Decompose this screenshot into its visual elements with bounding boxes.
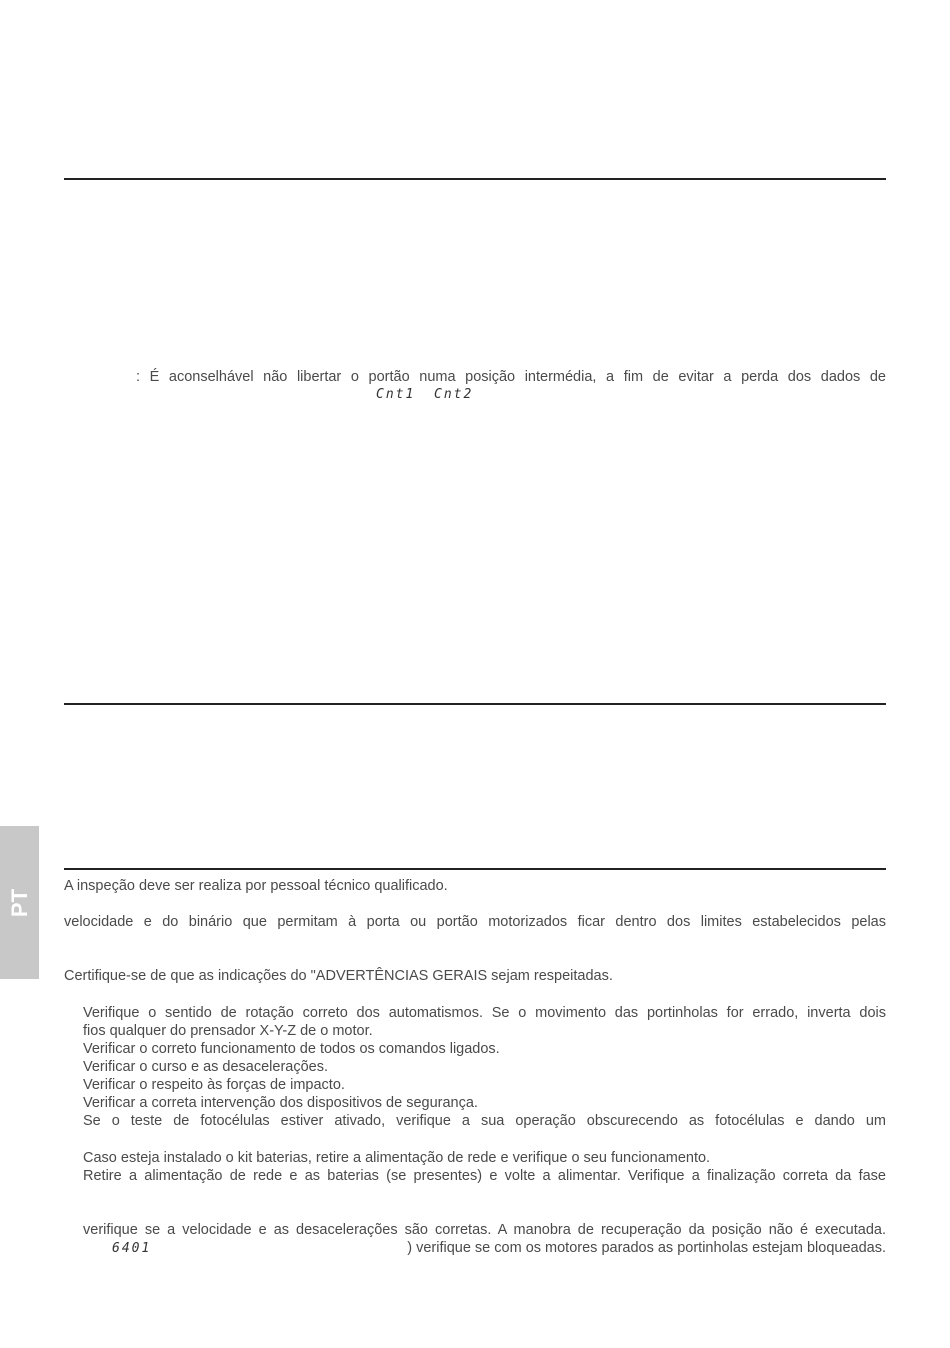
display-code-cnt2: Cnt2 [434,387,474,402]
checklist-item: verifique se a velocidade e as desacelerações são corretas. A manobra de recuperação da posição não é executada. [83,1222,886,1238]
checklist-item: Se o teste de fotocélulas estiver ativado, verifique a sua operação obscurecendo as fotocélulas e dando um [83,1113,886,1129]
checklist-item: Verificar o curso e as desacelerações. [83,1059,329,1075]
checklist-item: Caso esteja instalado o kit baterias, retire a alimentação de rede e verifique o seu funcionamento. [83,1150,711,1166]
section-divider-middle [64,703,886,705]
language-tab-label: PT [6,888,32,917]
checklist-item: Verificar o respeito às forças de impacto. [83,1077,345,1093]
inspection-speed-torque-text: velocidade e do binário que permitam à porta ou portão motorizados ficar dentro dos limites estabelecidos pelas [64,914,886,930]
checklist-item: fios qualquer do prensador X-Y-Z de o motor. [83,1023,373,1039]
checklist-item: Verifique o sentido de rotação correto dos automatismos. Se o movimento das portinholas for errado, inverta dois [83,1005,886,1021]
inspection-qualified-text: A inspeção deve ser realiza por pessoal técnico qualificado. [64,878,448,894]
checklist-item: Verificar a correta intervenção dos dispositivos de segurança. [83,1095,478,1111]
checklist-item: Verificar o correto funcionamento de todos os comandos ligados. [83,1041,500,1057]
language-tab [0,826,39,979]
checklist-item: Retire a alimentação de rede e as baterias (se presentes) e volte a alimentar. Verifique a finalização correta da fase [83,1168,886,1184]
display-code-cnt1: Cnt1 [376,387,416,402]
section-divider-inspection [64,868,886,870]
note-text: : É aconselhável não libertar o portão numa posição intermédia, a fim de evitar a perda dos dados de [136,369,886,385]
checklist-item: ) verifique se com os motores parados as portinholas estejam bloqueadas. [407,1240,886,1256]
inspection-warnings-text: Certifique-se de que as indicações do "ADVERTÊNCIAS GERAIS sejam respeitadas. [64,968,613,984]
section-divider-top [64,178,886,180]
display-code: 6401 [112,1241,152,1256]
